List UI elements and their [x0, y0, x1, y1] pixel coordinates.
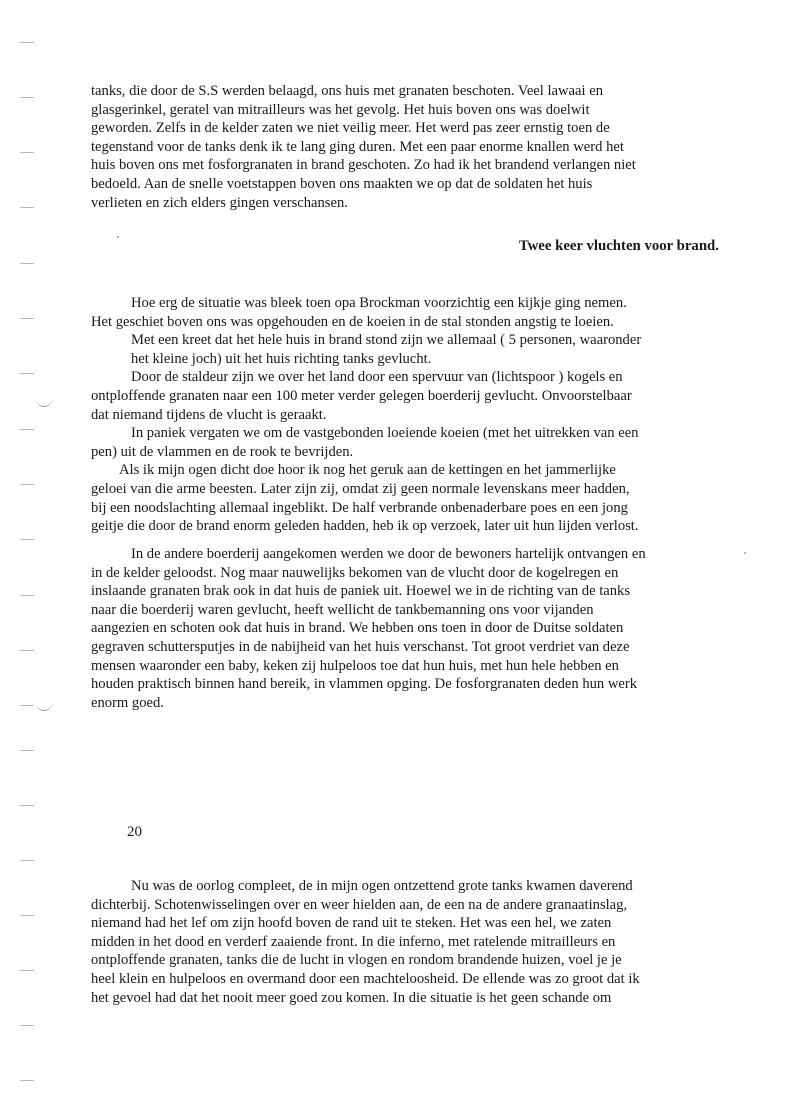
text-line: verlieten en zich elders gingen verschansen.	[91, 194, 348, 211]
final-paragraph	[91, 877, 731, 1007]
text-line: Het geschiet boven ons was opgehouden en de koeien in de stal stonden angstig te loeien.	[91, 313, 614, 330]
margin-mark	[20, 650, 34, 651]
text-line: houden praktisch binnen hand bereik, in vlammen opging. De fosforgranaten deden hun werk	[91, 676, 638, 693]
margin-mark	[20, 152, 34, 153]
margin-mark	[20, 860, 34, 861]
text-line: geitje die door de brand enorm geleden hadden, heb ik op verzoek, later uit hun lijden verlost.	[91, 518, 639, 535]
text-line: geloei van die arme beesten. Later zijn zij, omdat zij geen normale levenskans meer hadden,	[91, 480, 630, 497]
margin-mark	[20, 1025, 34, 1026]
text-line: ontploffende granaten, tanks die de lucht in vlogen en rondom brandende huizen, voel je je	[91, 952, 622, 969]
text-line: heel klein en hulpeloos en overmand door een machteloosheid. De ellende was zo groot dat ik	[91, 970, 640, 987]
text-line: Door de staldeur zijn we over het land door een spervuur van (lichtspoor ) kogels en	[131, 369, 623, 386]
text-line: enorm goed.	[91, 694, 164, 711]
text-line: niemand had het lef om zijn hoofd boven de rand uit te steken. Het was een hel, we zaten	[91, 915, 612, 932]
margin-mark	[20, 705, 34, 706]
text-line: pen) uit de vlammen en de rook te bevrijden.	[91, 443, 354, 460]
text-line: bedoeld. Aan de snelle voetstappen boven ons maakten we op dat de soldaten het huis	[91, 175, 593, 192]
text-line: Nu was de oorlog compleet, de in mijn ogen ontzettend grote tanks kwamen daverend	[131, 878, 633, 894]
scan-speck	[117, 236, 119, 238]
text-line: in de kelder geloodst. Nog maar nauwelijks bekomen van de vlucht door de kogelregen en	[91, 564, 619, 581]
text-line: tegenstand voor de tanks denk ik te lang ging duren. Met een paar enorme knallen werd het	[91, 138, 624, 155]
text-line: Met een kreet dat het hele huis in brand stond zijn we allemaal ( 5 personen, waaronder	[131, 332, 642, 349]
margin-mark	[20, 207, 34, 208]
margin-mark	[20, 373, 34, 374]
text-line: het gevoel had dat het nooit meer goed zou komen. In die situatie is het geen schande om	[91, 989, 612, 1006]
text-line: bij een noodslachting allemaal ingeblikt. De half verbrande onbenaderbare poes en een jong	[91, 499, 628, 516]
text-line: naar die boerderij waren gevlucht, heeft wellicht de tankbemanning ons voor vijanden	[91, 601, 594, 618]
text-line: Als ik mijn ogen dicht doe hoor ik nog het geruk aan de kettingen en het jammerlijke	[119, 462, 616, 479]
margin-mark	[20, 915, 34, 916]
section-heading: Twee keer vluchten voor brand.	[518, 238, 719, 254]
text-line: tanks, die door de S.S werden belaagd, ons huis met granaten beschoten. Veel lawaai en	[91, 83, 603, 99]
text-line: aangezien en schoten ook dat huis in brand. We hebben ons toen in door de Duitse soldaten	[91, 620, 624, 637]
page-number: 20	[127, 824, 142, 840]
text-line: dat niemand tijdens de vlucht is geraakt.	[91, 406, 327, 423]
scan-speck	[744, 552, 746, 554]
text-line: In paniek vergaten we om de vastgebonden loeiende koeien (met het uitrekken van een	[131, 425, 639, 442]
text-line: mensen waaronder een baby, keken zij hulpeloos toe dat hun huis, met hun hele hebben en	[91, 657, 619, 674]
margin-mark	[20, 805, 34, 806]
margin-mark	[20, 97, 34, 98]
scan-curl	[36, 398, 52, 407]
text-line: ontploffende granaten naar een 100 meter verder gelegen boerderij gevlucht. Onvoorstelbaar	[91, 387, 632, 404]
margin-mark	[20, 750, 34, 751]
margin-mark	[20, 539, 34, 540]
text-line: midden in het dood en verderf zaaiende front. In die inferno, met ratelende mitrailleurs en	[91, 933, 616, 950]
intro-paragraph	[91, 82, 731, 212]
text-line: het kleine joch) uit het huis richting tanks gevlucht.	[131, 350, 432, 367]
escape-section	[91, 294, 731, 536]
text-line: In de andere boerderij aangekomen werden we door de bewoners hartelijk ontvangen en	[131, 546, 646, 562]
text-line: dichterbij. Schotenwisselingen over en weer hielden aan, de een na de andere granaatinslag,	[91, 896, 628, 913]
margin-mark	[20, 1080, 34, 1081]
scan-curl	[36, 702, 52, 711]
text-line: gegraven schuttersputjes in de nabijheid van het huis verschanst. Tot groot verdriet van deze	[91, 638, 630, 655]
margin-mark	[20, 318, 34, 319]
margin-mark	[20, 595, 34, 596]
margin-mark	[20, 484, 34, 485]
text-line: glasgerinkel, geratel van mitrailleurs was het gevolg. Het huis boven ons was doelwit	[91, 101, 590, 118]
text-line: inslaande granaten brak ook in dat huis de paniek uit. Hoewel we in de richting van de tanks	[91, 583, 630, 600]
margin-mark	[20, 970, 34, 971]
text-line: geworden. Zelfs in de kelder zaten we niet veilig meer. Het werd pas zeer ernstig toen de	[91, 120, 610, 137]
text-line: Hoe erg de situatie was bleek toen opa Brockman voorzichtig een kijkje ging nemen.	[131, 295, 627, 311]
margin-mark	[20, 263, 34, 264]
farm-paragraph	[91, 545, 731, 712]
text-line: huis boven ons met fosforgranaten in brand geschoten. Zo had ik het brandend verlangen niet	[91, 157, 636, 174]
margin-mark	[20, 42, 34, 43]
margin-mark	[20, 429, 34, 430]
